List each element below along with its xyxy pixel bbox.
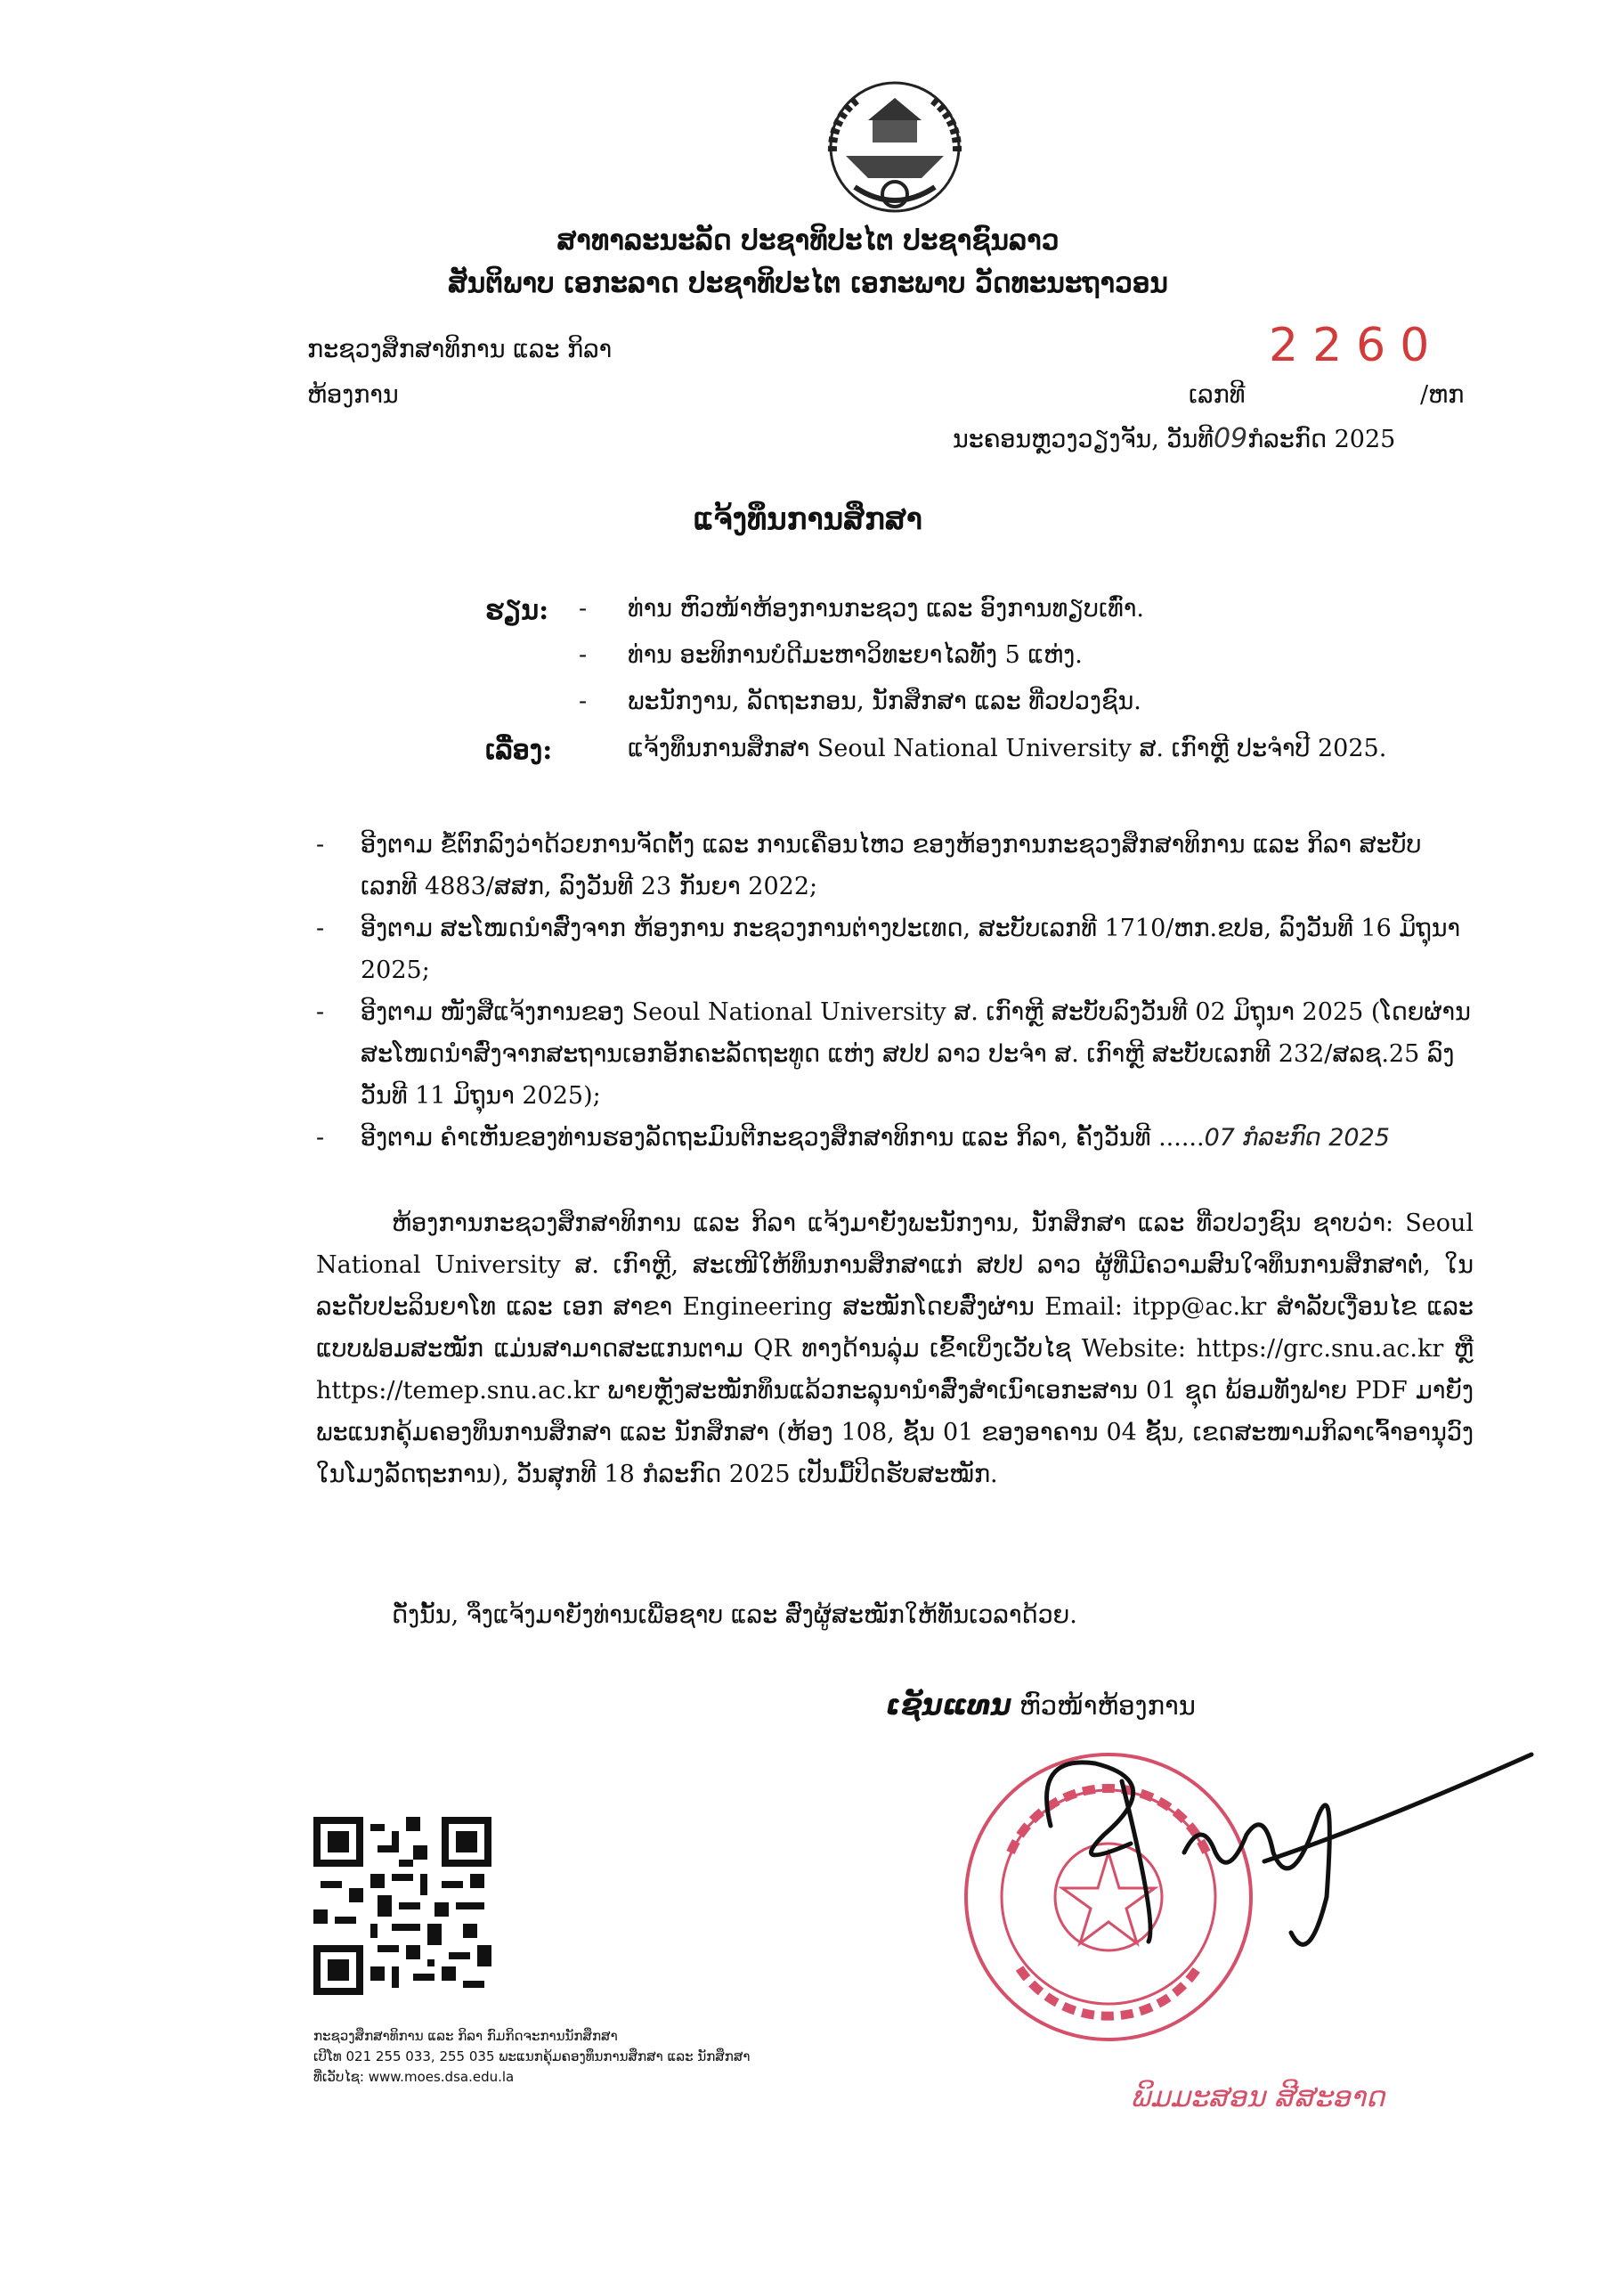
reference-list: [316, 824, 1474, 1159]
recipients-label: ຮຽນ:: [485, 595, 549, 626]
recipient-item: - ພະນັກງານ, ລັດຖະກອນ, ນັກສຶກສາ ແລະ ທີ່ວປວງຊົນ.: [579, 688, 1141, 715]
country-line: ສາທາລະນະລັດ ປະຊາທິປະໄຕ ປະຊາຊົນລາວ: [556, 224, 1060, 256]
signature-icon: [997, 1719, 1549, 1968]
footer-department: ກະຊວງສຶກສາທິການ ແລະ ກິລາ ກົມກິດຈະການນັກສຶກສາ: [313, 2028, 618, 2044]
closing-paragraph: ດັ່ງນັ້ນ, ຈຶ່ງແຈ້ງມາຍັງທ່ານເພື່ອຊາບ ແລະ ສົ່ງຜູ້ສະໝັກໃຫ້ທັນເວລາດ້ວຍ.: [392, 1601, 1077, 1629]
footer-website: ທີ່ເວັບໄຊ: www.moes.dsa.edu.la: [313, 2069, 515, 2085]
date-prefix: ນະຄອນຫຼວງວຽງຈັນ, ວັນທີ: [953, 426, 1214, 453]
ministry-name: ກະຊວງສຶກສາທິການ ແລະ ກິລາ: [307, 336, 613, 363]
signature-prefix: ເຊັນແທນ: [886, 1688, 1011, 1722]
reference-item: - ອີງຕາມ ຂໍ້ຕົກລົງວ່າດ້ວຍການຈັດຕັ້ງ ແລະ ການເຄື່ອນໄຫວ ຂອງຫ້ອງການກະຊວງສຶກສາທິການ ແລະ ກິລາ ສະບັບເລກທີ 4883/ສສກ, ລົງວັນທີ 23 ກັນຍາ 2022;: [316, 831, 1422, 900]
signature-role: ຫົວໜ້າຫ້ອງການ: [1019, 1690, 1196, 1721]
signature-title: [886, 1688, 1196, 1722]
number-label: ເລກທີ: [1189, 381, 1246, 409]
date-line: [953, 423, 1395, 454]
reference-item: - ອີງຕາມ ສະໂໜດນຳສົ່ງຈາກ ຫ້ອງການ ກະຊວງການຕ່າງປະເທດ, ສະບັບເລກທີ 1710/ຫກ.ຂປອ, ລົງວັນທີ 16 ມິຖຸນາ 2025;: [316, 915, 1461, 984]
reference-item: - ອີງຕາມ ໜັງສືແຈ້ງການຂອງ Seoul National University ສ. ເກົາຫຼີ ສະບັບລົງວັນທີ 02 ມິຖຸນາ 2025 (ໂດຍຜ່ານສະໂໜດນຳສົ່ງຈາກສະຖານເອກອັກຄະລັດຖະທູດ ແຫ່ງ ສປປ ລາວ ປະຈຳ ສ. ເກົາຫຼີ ສະບັບເລກທີ 232/ສລຊ.25 ລົງວັນທີ 11 ມິຖຸນາ 2025);: [316, 998, 1471, 1110]
qr-code-icon: [313, 1817, 491, 1995]
reference-item: - ອີງຕາມ ຄຳເຫັນຂອງທ່ານຮອງລັດຖະມົນຕີກະຊວງສຶກສາທິການ ແລະ ກິລາ, ຄັ້ງວັນທີ ......07 ກໍລະກົດ 2025: [316, 1124, 1390, 1152]
printed-by: ພິມມະສອນ ສີສະອາດ: [1131, 2080, 1385, 2113]
document-number-stamp: 2260: [1269, 319, 1444, 372]
motto-line: ສັນຕິພາບ ເອກະລາດ ປະຊາທິປະໄຕ ເອກະພາບ ວັດທະນະຖາວອນ: [448, 267, 1168, 299]
date-day: 09: [1213, 423, 1248, 454]
subject-text: ແຈ້ງທຶນການສຶກສາ Seoul National University ສ. ເກົາຫຼີ ປະຈຳປີ 2025.: [628, 735, 1387, 762]
office-name: ຫ້ອງການ: [307, 381, 399, 409]
page-title: ແຈ້ງທຶນການສຶກສາ: [693, 501, 923, 537]
subject-label: ເລື່ອງ:: [485, 735, 553, 766]
date-rest: ກໍລະກົດ 2025: [1247, 426, 1396, 453]
recipient-item: - ທ່ານ ອະທິການບໍດີມະຫາວິທະຍາໄລທັງ 5 ແຫ່ງ.: [579, 641, 1083, 669]
footer-contact: [313, 2026, 751, 2088]
body-paragraph: ຫ້ອງການກະຊວງສຶກສາທິການ ແລະ ກິລາ ແຈ້ງມາຍັງພະນັກງານ, ນັກສຶກສາ ແລະ ທີ່ວປວງຊົນ ຊາບວ່າ: Seoul National University ສ. ເກົາຫຼີ, ສະເໜີໃຫ້ທຶນການສຶກສາແກ່ ສປປ ລາວ ຜູ້ທີ່ມີຄວາມສົນໃຈທຶນການສຶກສາຕໍ່, ໃນລະດັບປະລິນຍາໂທ ແລະ ເອກ ສາຂາ Engineering ສະໝັກໂດຍສົ່ງຜ່ານ Email: itpp@ac.kr ສຳລັບເງື່ອນໄຂ ແລະ ແບບຟອມສະໝັກ ແມ່ນສາມາດສະແກນຕາມ QR ທາງດ້ານລຸ່ມ ເຂົ້າເບິ່ງເວັບໄຊ Website: https://grc.snu.ac.kr ຫຼື https://temep.snu.ac.kr ພາຍຫຼັງສະໝັກທຶນແລ້ວກະລຸນານຳສົ່ງສຳເນົາເອກະສານ 01 ຊຸດ ພ້ອມທັງຟາຍ PDF ມາຍັງພະແນກຄຸ້ມຄອງທຶນການສຶກສາ ແລະ ນັກສຶກສາ (ຫ້ອງ 108, ຊັ້ນ 01 ຂອງອາຄານ 04 ຊັ້ນ, ເຂດສະໜາມກິລາເຈົ້າອານຸວົງ ໃນໂມງລັດຖະການ), ວັນສຸກທີ 18 ກໍລະກົດ 2025 ເປັນມື້ປິດຮັບສະໝັກ.: [316, 1209, 1474, 1488]
number-suffix: /ຫກ: [1420, 381, 1465, 409]
recipient-item: - ທ່ານ ຫົວໜ້າຫ້ອງການກະຊວງ ແລະ ອົງການທຽບເທົ່າ.: [579, 595, 1144, 623]
footer-phone: ເບີໂທ 021 255 033, 255 035 ພະແນກຄຸ້ມຄອງທຶນການສຶກສາ ແລະ ນັກສຶກສາ: [313, 2048, 751, 2064]
national-emblem-icon: [806, 71, 984, 223]
handwritten-date: 07 ກໍລະກົດ 2025: [1204, 1124, 1390, 1152]
